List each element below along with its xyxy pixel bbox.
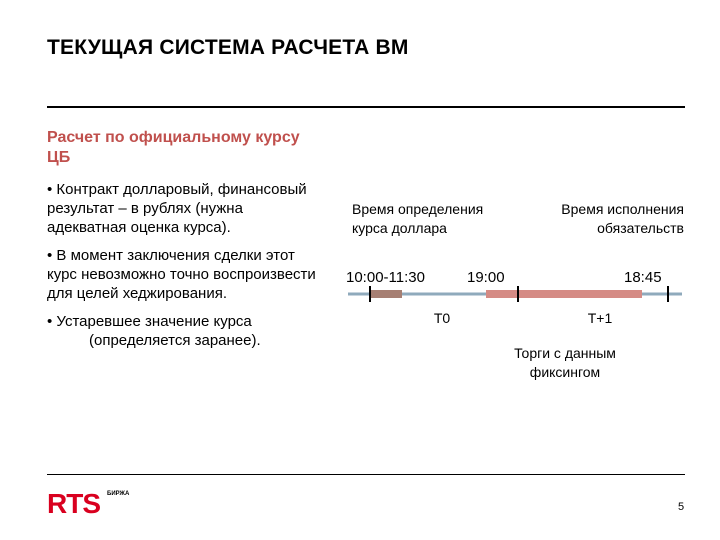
note-line2: фиксингом <box>529 364 601 380</box>
rate-time-label-line2: курса доллара <box>352 220 447 236</box>
day-label-t1: T+1 <box>587 310 613 326</box>
exec-time-label-line1: Время исполнения <box>561 201 684 217</box>
trading-period-bar <box>486 290 642 298</box>
logo-subtext: БИРЖА <box>107 491 130 497</box>
exec-time-label-line2: обязательств <box>597 220 684 236</box>
slide-title: ТЕКУЩАЯ СИСТЕМА РАСЧЕТА ВМ <box>47 36 409 59</box>
bullet-item: • Контракт долларовый, финансовый результат – в рублях (нужна адекватная оценка курса). <box>47 181 307 236</box>
timeline-diagram <box>330 190 690 390</box>
logo-wordmark: RTS <box>47 488 100 519</box>
bullet-item: • Устаревшее значение курса (определяется заранее). <box>47 313 261 349</box>
slide-subtitle: Расчет по официальному курсу ЦБ <box>47 129 300 166</box>
page-number: 5 <box>678 501 685 513</box>
title-divider <box>47 106 685 108</box>
rts-logo <box>47 488 130 520</box>
time-label-fixing-window: 10:00-11:30 <box>346 269 425 286</box>
footer-divider <box>47 474 685 475</box>
bullet-item: • В момент заключения сделки этот курс невозможно точно воспроизвести для целей хеджирования. <box>47 247 316 302</box>
fixing-window-bar <box>370 290 402 298</box>
note-line1: Торги с данным <box>514 345 616 361</box>
rate-time-label-line1: Время определения <box>352 201 484 217</box>
time-label-start: 19:00 <box>467 269 505 286</box>
day-label-t0: T0 <box>433 310 451 326</box>
bullet-list <box>47 180 322 359</box>
time-label-end: 18:45 <box>624 269 662 286</box>
